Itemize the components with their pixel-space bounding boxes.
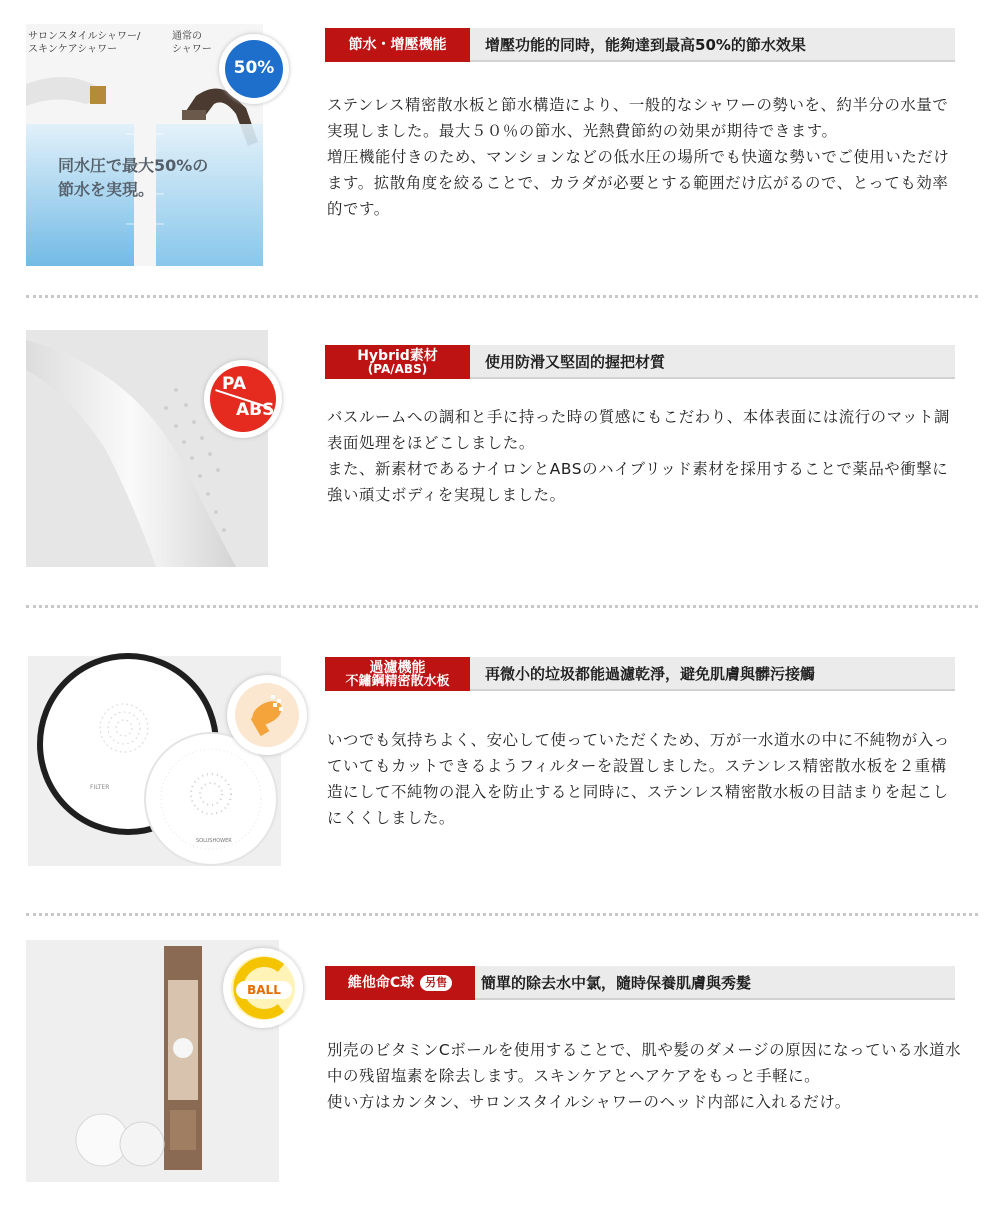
section-vitamin-c bbox=[0, 918, 1000, 1219]
section-header bbox=[325, 345, 955, 379]
pa-label: PA bbox=[222, 374, 247, 394]
section-header bbox=[325, 28, 955, 62]
section-headline: 簡單的除去水中氯，隨時保養肌膚與秀髮 bbox=[481, 974, 752, 992]
section-body bbox=[327, 1037, 962, 1115]
filter-label: FILTER bbox=[90, 784, 110, 791]
section-body bbox=[327, 92, 962, 222]
section-headline: 使用防滑又堅固的握把材質 bbox=[485, 353, 666, 371]
abs-label: ABS bbox=[236, 400, 275, 420]
body-paragraph: また、新素材であるナイロンとABSのハイブリッド素材を採用することで薬品や衝撃に強い頑丈ボディを実現しました。 bbox=[327, 460, 949, 504]
section-tag bbox=[325, 345, 470, 379]
section-headline: 增壓功能的同時，能夠達到最高50%的節水效果 bbox=[485, 36, 806, 54]
section-tag-text: 過濾機能 bbox=[369, 659, 426, 676]
normal-shower-label: 通常の シャワー bbox=[172, 31, 212, 55]
body-paragraph: 増圧機能付きのため、マンションなどの低水圧の場所でも快適な勢いでご使用いただけます。拡散角度を絞ることで、カラダが必要とする範囲だけ広がるので、とっても効率的です。 bbox=[327, 148, 950, 218]
section-tag-subtext: (PA/ABS) bbox=[367, 361, 428, 376]
section-tag bbox=[325, 28, 470, 62]
shower-comparison-image bbox=[26, 24, 275, 266]
section-hybrid-material bbox=[0, 300, 1000, 610]
body-paragraph: ステンレス精密散水板と節水構造により、一般的なシャワーの勢いを、約半分の水量で実現しました。最大５０％の節水、光熱費節約の効果が期待できます。 bbox=[327, 96, 949, 140]
section-tag bbox=[325, 966, 475, 1000]
section-filter bbox=[0, 610, 1000, 915]
section-divider bbox=[26, 295, 978, 298]
section-divider bbox=[26, 605, 978, 608]
section-tag-subtext: 不鏽鋼精密散水板 bbox=[345, 673, 450, 689]
section-tag bbox=[325, 657, 470, 691]
section-water-saving bbox=[0, 0, 1000, 300]
body-paragraph: 使い方はカンタン、サロンスタイルシャワーのヘッド内部に入れるだけ。 bbox=[327, 1093, 851, 1111]
section-header bbox=[325, 657, 955, 691]
section-header bbox=[325, 966, 955, 1000]
sold-separately-badge: 另售 bbox=[420, 975, 452, 991]
section-body bbox=[327, 727, 962, 831]
filter-icon-badge bbox=[227, 675, 307, 755]
body-paragraph: いつでも気持ちよく、安心して使っていただくため、万が一水道水の中に不純物が入っていてもカットできるようフィルターを設置しました。ステンレス精密散水板を２重構造にして不純物の混入を防止すると同時に、ステンレス精密散水板の目詰まりを起こしにくくしました。 bbox=[327, 731, 950, 827]
fifty-percent-text: 50% bbox=[233, 58, 275, 78]
section-headline: 再微小的垃圾都能過濾乾淨，避免肌膚與髒污接觸 bbox=[485, 665, 816, 683]
image-overlay-text: 同水圧で最大50%の 節水を実現。 bbox=[58, 156, 209, 199]
shower-filter-icon bbox=[227, 675, 307, 755]
grip-surface-image bbox=[26, 330, 275, 567]
section-divider bbox=[26, 913, 978, 916]
section-tag-text: 維他命C球 bbox=[347, 975, 415, 991]
body-paragraph: バスルームへの調和と手に持った時の質感にもこだわり、本体表面には流行のマット調表面処理をほどこしました。 bbox=[327, 408, 951, 452]
body-paragraph: 別売のビタミンCボールを使用することで、肌や髪のダメージの原因になっている水道水中の残留塩素を除去します。スキンケアとヘアケアをもっと手軽に。 bbox=[327, 1041, 962, 1085]
section-body bbox=[327, 404, 962, 508]
salon-shower-label: サロンスタイルシャワー/ スキンケアシャワー bbox=[28, 31, 141, 55]
ball-label: BALL bbox=[236, 981, 292, 999]
section-tag-text: 節水・增壓機能 bbox=[348, 37, 447, 53]
section-tag-text: Hybrid素材 bbox=[357, 347, 438, 364]
brand-label: SOLUSHOWER bbox=[196, 838, 232, 844]
